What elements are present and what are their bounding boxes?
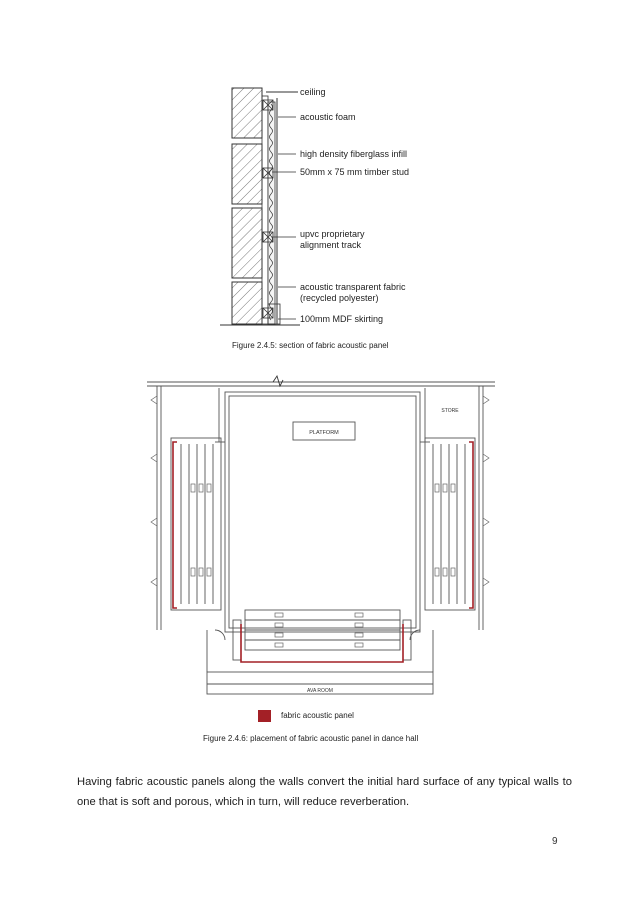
label-upvc-track-1: upvc proprietary	[300, 229, 365, 239]
body-paragraph: Having fabric acoustic panels along the walls convert the initial hard surface of any typical walls to one that is soft and porous, which in turn, will reduce reverberation.	[77, 776, 572, 808]
label-skirting: 100mm MDF skirting	[300, 314, 384, 324]
label-ceiling: ceiling	[300, 87, 326, 97]
label-ava-room: AVA ROOM	[307, 688, 333, 694]
label-store: STORE	[441, 408, 459, 414]
label-platform: PLATFORM	[309, 430, 339, 436]
label-acoustic-foam: acoustic foam	[300, 112, 356, 122]
dance-hall-plan-drawing	[145, 372, 500, 702]
figure-caption-plan: Figure 2.4.6: placement of fabric acoustic panel in dance hall	[203, 734, 419, 743]
legend-label-fabric-panel: fabric acoustic panel	[281, 711, 354, 720]
wall-section-drawing	[220, 82, 450, 332]
label-timber-stud: 50mm x 75 mm timber stud	[300, 167, 410, 177]
label-fabric-1: acoustic transparent fabric	[300, 282, 406, 292]
label-fabric-2: (recycled polyester)	[300, 293, 379, 303]
figure-caption-section: Figure 2.4.5: section of fabric acoustic panel	[232, 341, 389, 350]
page-number: 9	[552, 836, 558, 847]
legend-swatch-fabric-panel	[258, 710, 271, 722]
label-upvc-track-2: alignment track	[300, 240, 362, 250]
label-fiberglass-infill: high density fiberglass infill	[300, 149, 408, 159]
